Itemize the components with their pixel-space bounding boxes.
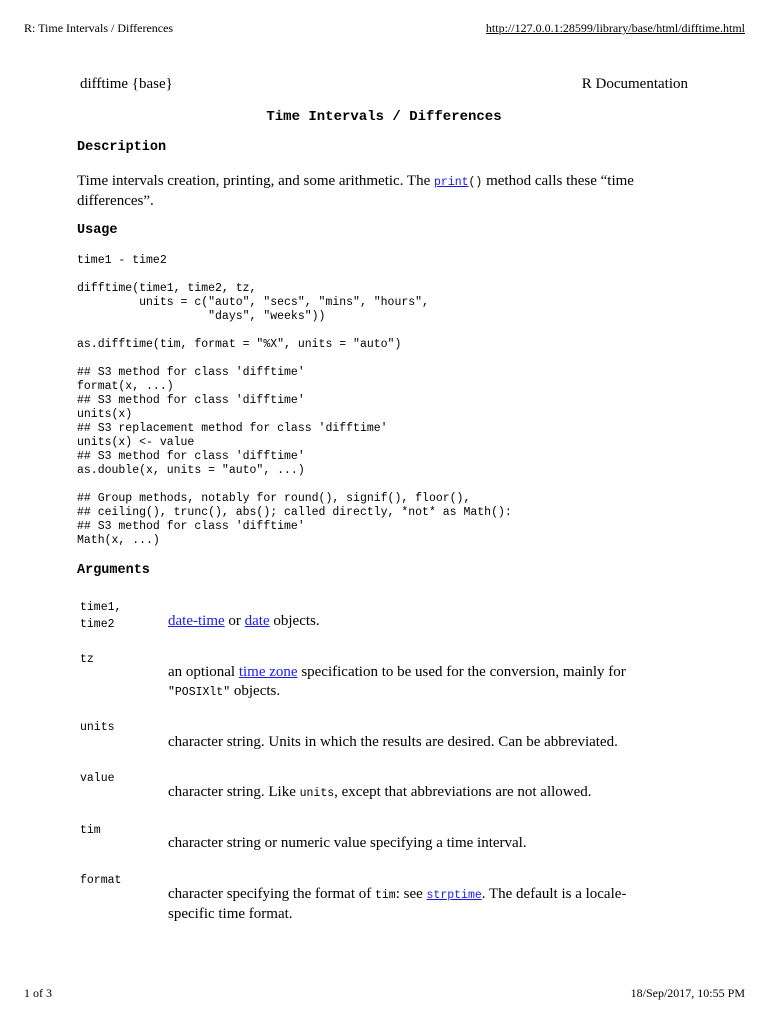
page-counter: 1 of 3 [24,986,52,1000]
usage-code-block: time1 - time2 difftime(time1, time2, tz, units = c("auto", "secs", "mins", "hours", "days", "weeks")) as.difftime(tim, format = "%X", units = "auto") ## S3 method for class 'difftime' format(x, ...) ## S3 method for class 'difftime' units(x) ## S3 replacement method for class 'difftime' units(x) <- value ## S3 method for class 'difftime' as.double(x, units = "auto", ...) ## Group methods, notably for round(), signif(), floor(), ## ceiling(), trunc(), abs(); called directly, *not* as Math(): ## S3 method for class 'difftime' Math(x, ...) [77,254,512,547]
arg-name-time2: time2 [80,618,115,631]
arg-name-tim: tim [80,824,101,837]
arg-desc-tz [168,663,668,702]
print-timestamp: 18/Sep/2017, 10:55 PM [630,986,745,1000]
section-description-heading: Description [77,140,167,155]
units-code: units [299,787,335,800]
arg-desc-tz-line2-after: objects. [230,683,281,699]
arg-desc-format [168,885,668,924]
arg-desc-tz-before: an optional [168,664,239,680]
posixlt-code: "POSIXlt" [168,686,231,699]
print-header-url-link[interactable]: http://127.0.0.1:28599/library/base/html/difftime.html [485,21,745,35]
strptime-link[interactable]: strptime [426,889,482,902]
arg-desc-tz-after: specification to be used for the conversion, mainly for [297,664,626,680]
tim-code: tim [374,889,396,902]
arg-desc-format-line2: specific time format. [168,906,293,922]
arg-desc-time1-after: objects. [269,613,320,629]
section-arguments-heading: Arguments [77,563,150,578]
arg-desc-format-mid: : see [395,886,427,902]
arg-name-units: units [80,721,115,734]
doc-source-label: R Documentation [581,76,688,92]
print-link[interactable]: print [434,176,469,189]
arg-name-time1-time2 [80,599,121,633]
description-text-before: Time intervals creation, printing, and some arithmetic. The [77,173,435,189]
arg-desc-value-before: character string. Like [168,784,300,800]
arg-name-format: format [80,874,122,887]
doc-package-label: difftime {base} [80,76,173,92]
time-zone-link[interactable]: time zone [238,664,298,680]
arg-desc-format-after: . The default is a locale- [481,886,627,902]
arg-desc-value-after: , except that abbreviations are not allowed. [334,784,592,800]
date-time-link[interactable]: date-time [168,613,225,629]
description-text-after: method calls these “time [482,173,634,189]
description-paragraph [77,172,677,211]
arg-desc-format-before: character specifying the format of [168,886,375,902]
date-link[interactable]: date [244,613,270,629]
arg-name-tz: tz [80,653,94,666]
arg-desc-time1-mid: or [224,613,245,629]
print-header-url [486,21,745,36]
arg-name-time1: time1, [80,601,122,614]
page-title: Time Intervals / Differences [266,109,502,125]
arg-desc-time1 [168,612,668,631]
arg-desc-units: character string. Units in which the results are desired. Can be abbreviated. [168,734,618,750]
print-header-title: R: Time Intervals / Differences [24,21,174,35]
arg-desc-tim: character string or numeric value specifying a time interval. [168,835,527,851]
description-text-line2: differences”. [77,193,154,209]
arg-name-value: value [80,772,115,785]
arg-desc-value [168,783,668,803]
section-usage-heading: Usage [77,223,118,238]
print-link-suffix: () [468,176,483,189]
